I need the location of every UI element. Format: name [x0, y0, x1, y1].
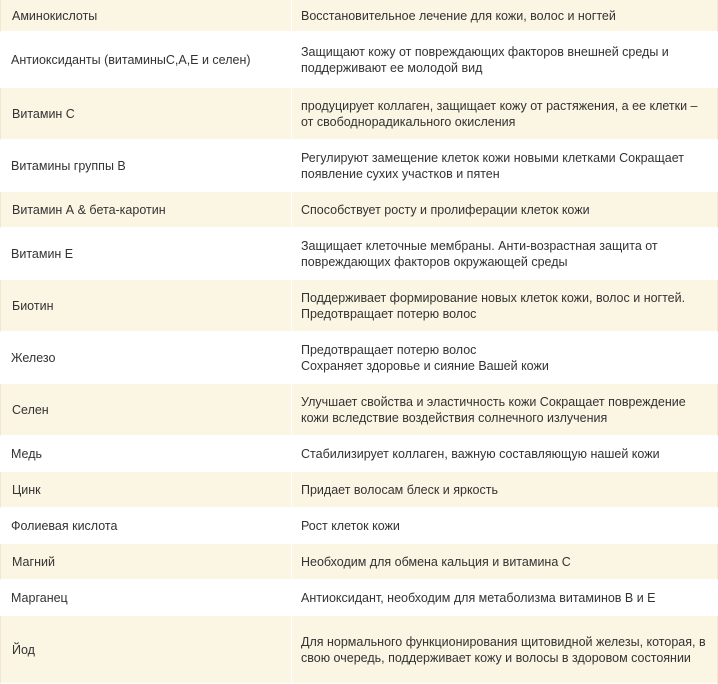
nutrient-effect: Рост клеток кожи [292, 508, 718, 544]
nutrient-name: Цинк [0, 472, 292, 508]
nutrient-effect: Придает волосам блеск и яркость [292, 472, 718, 508]
nutrient-effect: продуцирует коллаген, защищает кожу от растяжения, а ее клетки – от свободнорадикального окисления [292, 88, 718, 140]
nutrient-name: Витамин С [0, 88, 292, 140]
table-row [0, 88, 718, 140]
table-row [0, 32, 718, 88]
nutrient-name: Витамин Е [0, 228, 292, 280]
nutrient-effect: Защищает клеточные мембраны. Анти-возрастная защита от повреждающих факторов окружающей среды [292, 228, 718, 280]
nutrient-effect: Защищают кожу от повреждающих факторов внешней среды и поддерживают ее молодой вид [292, 32, 718, 88]
nutrient-name: Антиоксиданты (витаминыС,А,Е и селен) [0, 32, 292, 88]
table-row [0, 580, 718, 616]
table-row [0, 472, 718, 508]
nutrient-name: Медь [0, 436, 292, 472]
nutrient-effect: Поддерживает формирование новых клеток кожи, волос и ногтей. Предотвращает потерю волос [292, 280, 718, 332]
table-row [0, 280, 718, 332]
nutrient-effect: Восстановительное лечение для кожи, волос и ногтей [292, 0, 718, 32]
nutrient-name: Витамины группы В [0, 140, 292, 192]
table-row [0, 140, 718, 192]
table-row [0, 192, 718, 228]
table-row [0, 616, 718, 684]
nutrient-name: Фолиевая кислота [0, 508, 292, 544]
table-row [0, 436, 718, 472]
nutrient-effect: Регулируют замещение клеток кожи новыми клетками Сокращает появление сухих участков и пятен [292, 140, 718, 192]
table-row [0, 0, 718, 32]
nutrient-effect: Предотвращает потерю волос Сохраняет здоровье и сияние Вашей кожи [292, 332, 718, 384]
table-row [0, 544, 718, 580]
nutrient-name: Магний [0, 544, 292, 580]
nutrient-effect: Способствует росту и пролиферации клеток кожи [292, 192, 718, 228]
nutrient-effect: Улучшает свойства и эластичность кожи Сокращает повреждение кожи вследствие воздействия солнечного излучения [292, 384, 718, 436]
nutrient-name: Селен [0, 384, 292, 436]
nutrient-effect: Для нормального функционирования щитовидной железы, которая, в свою очередь, поддерживает кожу и волосы в здоровом состоянии [292, 616, 718, 684]
nutrient-name: Йод [0, 616, 292, 684]
nutrient-effect: Антиоксидант, необходим для метаболизма витаминов В и Е [292, 580, 718, 616]
table-row [0, 228, 718, 280]
nutrient-effect: Необходим для обмена кальция и витамина С [292, 544, 718, 580]
nutrient-name: Железо [0, 332, 292, 384]
table-row [0, 332, 718, 384]
table-row [0, 508, 718, 544]
nutrient-name: Аминокислоты [0, 0, 292, 32]
nutrient-effect: Стабилизирует коллаген, важную составляющую нашей кожи [292, 436, 718, 472]
table-row [0, 384, 718, 436]
nutrient-name: Марганец [0, 580, 292, 616]
nutrient-name: Витамин А & бета-каротин [0, 192, 292, 228]
nutrient-name: Биотин [0, 280, 292, 332]
